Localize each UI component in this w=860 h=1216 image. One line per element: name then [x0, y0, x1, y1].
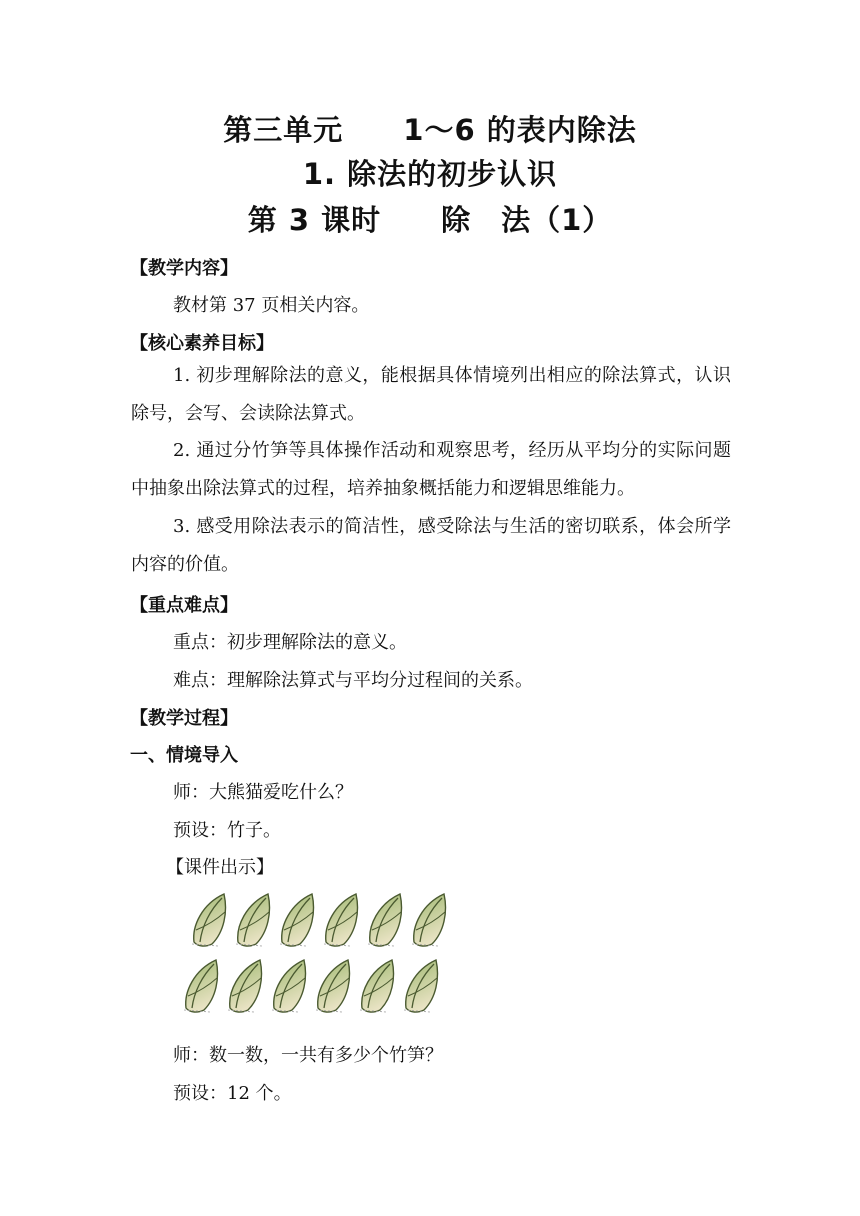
bamboo-shoot-icon — [268, 956, 312, 1016]
bamboo-shoots-illustration — [180, 890, 450, 1020]
core-goals-heading: 【核心素养目标】 — [130, 333, 274, 354]
bamboo-shoot-icon — [408, 890, 452, 950]
expected-answer-1: 预设：竹子。 — [173, 820, 281, 841]
teaching-content-text: 教材第 37 页相关内容。 — [173, 295, 370, 316]
core-goal-2: 2. 通过分竹笋等具体操作活动和观察思考，经历从平均分的实际问题中抽象出除法算式的过程，培养抽象概括能力和逻辑思维能力。 — [131, 440, 731, 499]
key-point-text: 重点：初步理解除法的意义。 — [173, 632, 407, 653]
core-goal-3: 3. 感受用除法表示的简洁性，感受除法与生活的密切联系，体会所学内容的价值。 — [131, 516, 731, 575]
unit-title: 第三单元 1～6 的表内除法 — [223, 113, 637, 147]
lesson-title: 第 3 课时 除 法（1） — [247, 203, 613, 237]
teacher-question-2: 师：数一数，一共有多少个竹笋？ — [173, 1045, 443, 1066]
core-goal-1: 1. 初步理解除法的意义，能根据具体情境列出相应的除法算式，认识除号，会写、会读除法算式。 — [131, 365, 731, 424]
bamboo-shoot-icon — [364, 890, 408, 950]
teaching-content-heading: 【教学内容】 — [130, 258, 238, 279]
teaching-process-heading: 【教学过程】 — [130, 708, 238, 729]
bamboo-shoot-icon — [188, 890, 232, 950]
section-title: 1. 除法的初步认识 — [302, 157, 558, 191]
bamboo-shoot-icon — [356, 956, 400, 1016]
key-points-heading: 【重点难点】 — [130, 595, 238, 616]
bamboo-shoot-icon — [320, 890, 364, 950]
bamboo-shoot-icon — [232, 890, 276, 950]
bamboo-shoot-icon — [180, 956, 224, 1016]
courseware-label: 【课件出示】 — [166, 857, 274, 878]
step-heading: 一、情境导入 — [130, 745, 238, 766]
bamboo-shoot-icon — [224, 956, 268, 1016]
expected-answer-2: 预设：12 个。 — [173, 1083, 292, 1104]
bamboo-shoot-icon — [400, 956, 444, 1016]
bamboo-shoot-icon — [312, 956, 356, 1016]
bamboo-shoot-icon — [276, 890, 320, 950]
difficulty-text: 难点：理解除法算式与平均分过程间的关系。 — [173, 670, 533, 691]
teacher-question-1: 师：大熊猫爱吃什么？ — [173, 782, 353, 803]
